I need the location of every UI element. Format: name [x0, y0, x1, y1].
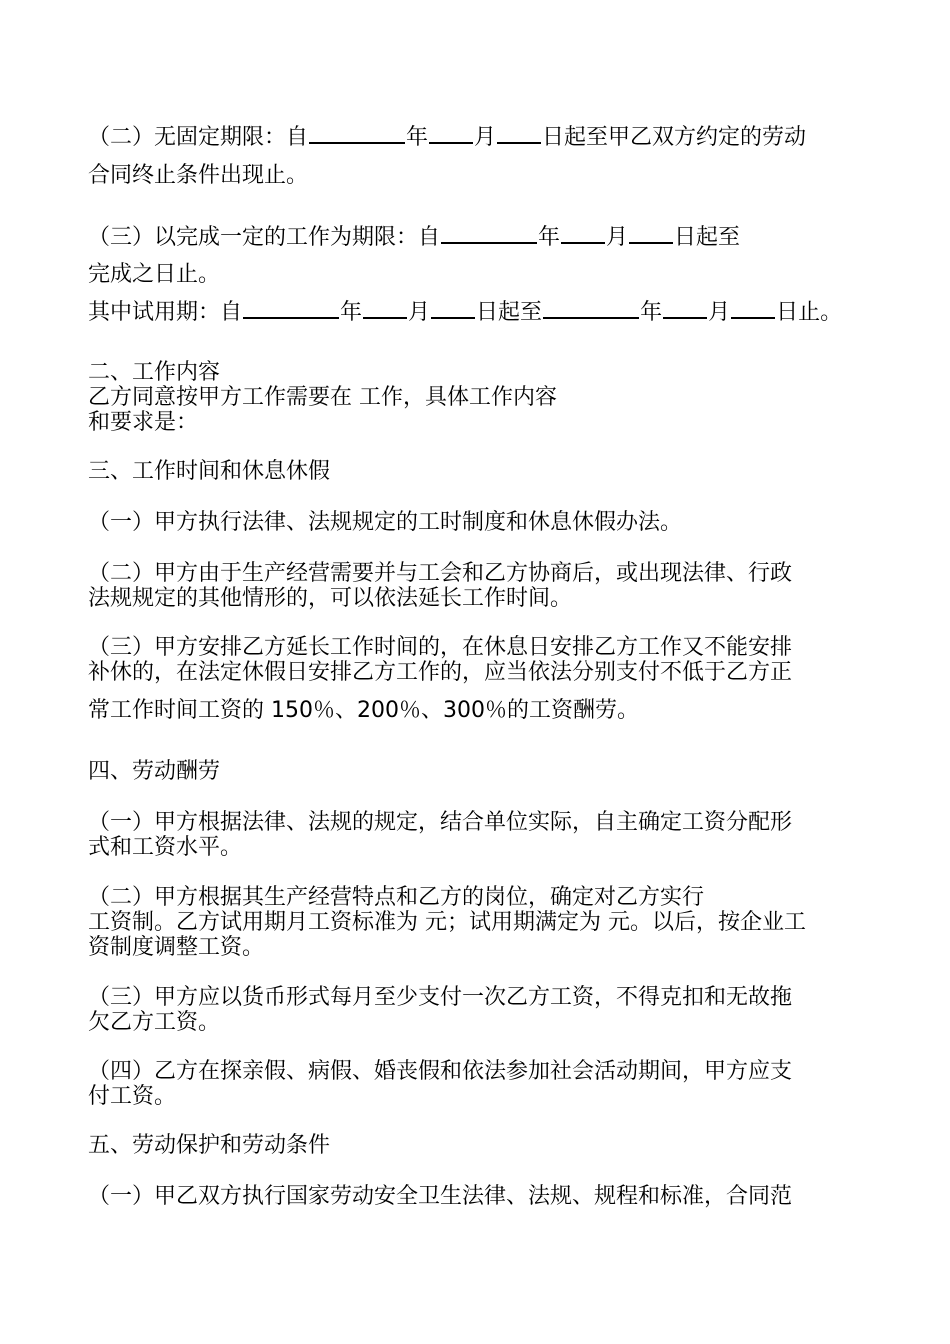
section2-line2: 和要求是：	[88, 410, 199, 435]
month-blank[interactable]	[363, 297, 407, 319]
month-text: 月	[606, 225, 629, 250]
section5-p1: （一）甲乙双方执行国家劳动安全卫生法律、法规、规程和标准，合同范	[88, 1184, 793, 1209]
section3-p3-line2: 补休的，在法定休假日安排乙方工作的，应当依法分别支付不低于乙方正	[88, 660, 793, 685]
section3-p3-line3: 常工作时间工资的 150％、200％、300％的工资酬劳。	[88, 698, 639, 723]
section4-p1-line2: 式和工资水平。	[88, 835, 243, 860]
year-text: 年	[538, 225, 561, 250]
year-blank[interactable]	[309, 122, 405, 144]
month-blank[interactable]	[561, 222, 605, 244]
section4-title: 四、劳动酬劳	[88, 759, 221, 784]
clause2-day-rest: 日起至甲乙双方约定的劳动	[542, 125, 807, 150]
probation-end: 日止。	[776, 300, 843, 325]
clause3-day-rest: 日起至	[674, 225, 741, 250]
section3-p2-line2: 法规规定的其他情形的，可以依法延长工作时间。	[88, 586, 573, 611]
section4-p4-line1: （四）乙方在探亲假、病假、婚丧假和依法参加社会活动期间，甲方应支	[88, 1059, 793, 1084]
day-blank[interactable]	[731, 297, 775, 319]
clause2-line2: 合同终止条件出现止。	[88, 163, 309, 188]
section3-p1: （一）甲方执行法律、法规规定的工时制度和休息休假办法。	[88, 510, 683, 535]
probation-line	[88, 297, 842, 326]
year-blank[interactable]	[441, 222, 537, 244]
section2-title: 二、工作内容	[88, 360, 221, 385]
year-blank[interactable]	[543, 297, 639, 319]
month-text: 月	[474, 125, 497, 150]
year-text: 年	[640, 300, 663, 325]
clause2-line1	[88, 122, 806, 151]
day-blank[interactable]	[431, 297, 475, 319]
section4-p1-line1: （一）甲方根据法律、法规的规定，结合单位实际，自主确定工资分配形	[88, 810, 793, 835]
section3-title: 三、工作时间和休息休假	[88, 459, 331, 484]
clause3-prefix: （三）以完成一定的工作为期限：自	[88, 225, 441, 250]
clause3-line1	[88, 222, 740, 251]
month-blank[interactable]	[663, 297, 707, 319]
clause3-line2: 完成之日止。	[88, 262, 221, 287]
day-blank[interactable]	[629, 222, 673, 244]
section4-p2-line1: （二）甲方根据其生产经营特点和乙方的岗位，确定对乙方实行	[88, 885, 705, 910]
section3-p3-line1: （三）甲方安排乙方延长工作时间的，在休息日安排乙方工作又不能安排	[88, 635, 793, 660]
section4-p4-line2: 付工资。	[88, 1084, 177, 1109]
section2-line1: 乙方同意按甲方工作需要在 工作，具体工作内容	[88, 385, 557, 410]
day-blank[interactable]	[497, 122, 541, 144]
probation-to: 日起至	[476, 300, 543, 325]
section4-p2-line2: 工资制。乙方试用期月工资标准为 元；试用期满定为 元。以后，按企业工	[88, 910, 806, 935]
year-text: 年	[340, 300, 363, 325]
section4-p2-line3: 资制度调整工资。	[88, 935, 265, 960]
month-blank[interactable]	[429, 122, 473, 144]
section4-p3-line1: （三）甲方应以货币形式每月至少支付一次乙方工资，不得克扣和无故拖	[88, 985, 793, 1010]
section4-p3-line2: 欠乙方工资。	[88, 1010, 221, 1035]
year-blank[interactable]	[243, 297, 339, 319]
clause2-prefix: （二）无固定期限：自	[88, 125, 309, 150]
probation-prefix: 其中试用期：自	[88, 300, 243, 325]
section5-title: 五、劳动保护和劳动条件	[88, 1133, 331, 1158]
month-text: 月	[408, 300, 431, 325]
year-text: 年	[406, 125, 429, 150]
month-text: 月	[708, 300, 731, 325]
section3-p2-line1: （二）甲方由于生产经营需要并与工会和乙方协商后，或出现法律、行政	[88, 561, 793, 586]
